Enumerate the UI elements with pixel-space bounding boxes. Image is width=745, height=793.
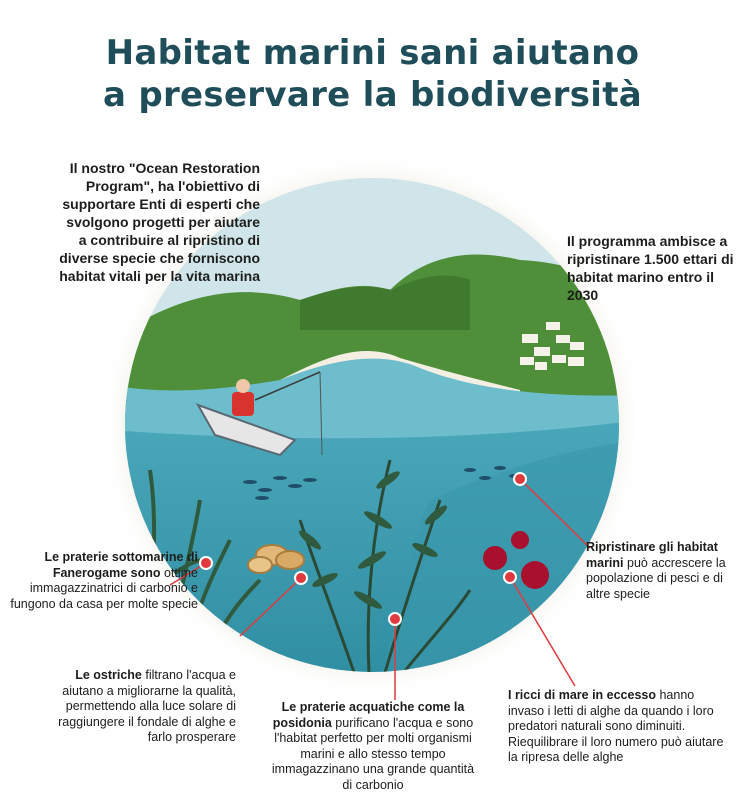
- title-line-2: a preservare la biodiversità: [102, 75, 643, 115]
- seagrass-callout-bold: Le praterie sottomarine di Fanerogame sono: [44, 550, 198, 580]
- urchins-callout-rest: hanno invaso i letti di alghe da quando i loro predatori naturali sono diminuiti. Riequilibrare il loro numero può aiutare la ripresa delle alghe: [508, 688, 724, 764]
- oysters-callout: [56, 668, 236, 746]
- restore-fish-callout-bold: Ripristinare gli habitat marini: [586, 540, 718, 570]
- oysters-callout-rest: filtrano l'acqua e aiutano a migliorarne la qualità, permettendo alla luce solare di raggiungere il fondale di alghe e farlo prosperare: [58, 668, 236, 744]
- program-goal: Il programma ambisce a ripristinare 1.500 ettari di habitat marino entro il 2030: [567, 233, 734, 303]
- marker-fish: [514, 473, 526, 485]
- urchins-callout: [508, 688, 733, 766]
- marker-oysters: [295, 572, 307, 584]
- restore-fish-callout: [586, 540, 744, 602]
- marker-urchins: [504, 571, 516, 583]
- seagrass-callout: [10, 550, 198, 612]
- posidonia-callout: [268, 700, 478, 793]
- oysters-callout-bold: Le ostriche: [75, 668, 142, 682]
- marker-seagrass: [200, 557, 212, 569]
- program-description: Il nostro "Ocean Restoration Program", ha l'obiettivo di supportare Enti di esperti che svolgono progetti per aiutare a contribuire al ripristino di diverse specie che forniscono habitat vitali per la vita marina: [59, 160, 260, 284]
- posidonia-callout-bold: Le praterie acquatiche come la posidonia: [272, 700, 465, 730]
- posidonia-callout-rest: purificano l'acqua e sono l'habitat perfetto per molti organismi marini e allo stesso tempo immagazzinano una grande quantità di carbonio: [271, 715, 475, 792]
- seagrass-callout-rest: ottime immagazzinatrici di carbonio e fungono da casa per molte specie: [10, 565, 198, 611]
- urchins-callout-bold: I ricci di mare in eccesso: [508, 688, 656, 702]
- marker-posidonia: [389, 613, 401, 625]
- restore-fish-callout-rest: può accrescere la popolazione di pesci e di altre specie: [586, 555, 726, 601]
- title-line-1: Habitat marini sani aiutano: [105, 33, 640, 73]
